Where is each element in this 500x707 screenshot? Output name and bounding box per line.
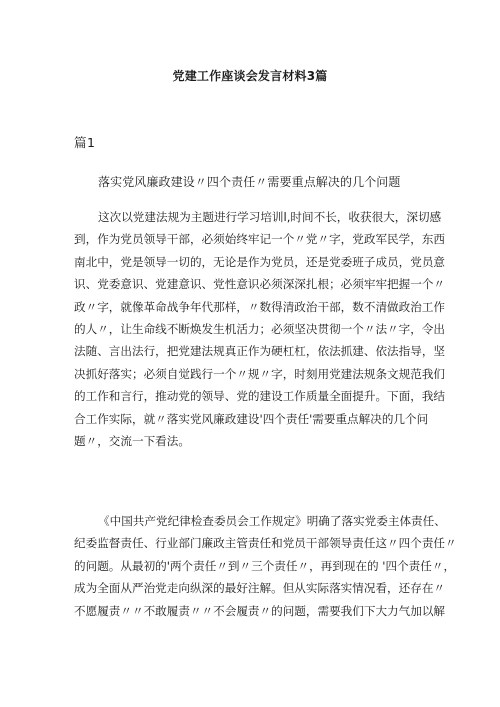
document-title: 党建工作座谈会发言材料3篇 bbox=[172, 69, 328, 83]
paragraph-line: 《中国共产党纪律检查委员会工作规定》明确了落实党委主体责任、 bbox=[98, 514, 446, 528]
paragraph-line: 成为全面从严治党走向纵深的最好注解。但从实际落实情况看，还存在〃 bbox=[74, 581, 446, 596]
paragraph-line: 政〃字，就像革命战争年代那样，〃数得清政治干部，数不清做政治工作 bbox=[74, 299, 446, 314]
paragraph-line: 识、党委意识、党建意识、党性意识必须深深扎根；必须牢牢把握一个〃 bbox=[74, 277, 446, 292]
paragraph-line: 的问题。从最初的'两个责任〃到〃三个责任〃，再到现在的 '四个责任〃， bbox=[74, 558, 456, 573]
body-paragraph-1 bbox=[74, 206, 446, 452]
paragraph-line: 题〃，交流一下看法。 bbox=[74, 433, 190, 448]
paragraph-line: 决抓好落实；必须自觉践行一个〃规〃字，时刻用党建法规条文规范我们 bbox=[74, 366, 446, 381]
section-heading: 篇1 bbox=[74, 135, 96, 150]
article-subtitle: 落实党风廉政建设〃四个责任〃需要重点解决的几个问题 bbox=[98, 175, 401, 189]
body-paragraph-2 bbox=[74, 510, 457, 622]
paragraph-line: 不愿履责〃〃不敢履责〃〃不会履责〃的问题，需要我们下大力气加以解 bbox=[74, 603, 446, 618]
paragraph-line: 纪委监督责任、行业部门廉政主管责任和党员干部领导责任这〃四个责任〃 bbox=[74, 536, 457, 551]
paragraph-line: 到，作为党员领导干部，必须始终牢记一个〃党〃字，党政军民学，东西 bbox=[74, 232, 446, 247]
paragraph-line: 南北中，党是领导一切的，无论是作为党员，还是党委班子成员，党员意 bbox=[74, 254, 446, 269]
paragraph-line: 合工作实际，就〃落实党风廉政建设'四个责任'需要重点解决的几个问 bbox=[74, 411, 429, 426]
paragraph-line: 的人〃，让生命线不断焕发生机活力；必须坚决贯彻一个〃法〃字，令出 bbox=[74, 321, 446, 336]
paragraph-line: 的工作和言行，推动党的领导、党的建设工作质量全面提升。下面，我结 bbox=[74, 389, 446, 404]
paragraph-line: 这次以党建法规为主题进行学习培训l,时间不长，收获很大，深切感 bbox=[98, 210, 442, 224]
paragraph-line: 法随、言出法行，把党建法规真正作为硬杠杠，依法抓建、依法指导，坚 bbox=[74, 344, 446, 359]
